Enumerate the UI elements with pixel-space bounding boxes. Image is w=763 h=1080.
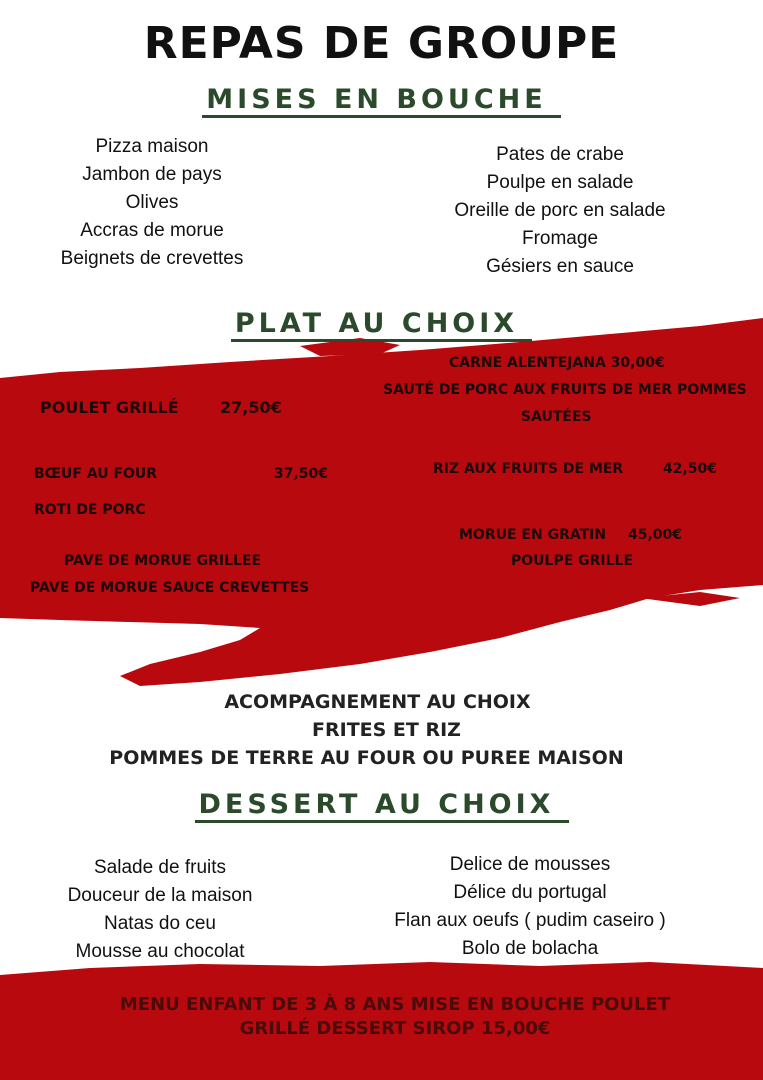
mises-en-bouche-heading — [0, 84, 763, 115]
plat-poulpe: POULPE GRILLE — [511, 553, 634, 569]
plat-morue-price: 45,00€ — [628, 527, 683, 543]
list-item: Gésiers en sauce — [486, 256, 634, 277]
plat-heading-text: PLAT AU CHOIX — [231, 308, 532, 342]
list-item: Olives — [125, 192, 179, 213]
list-item: Pizza maison — [95, 136, 209, 157]
accompagnement-line: ACOMPAGNEMENT AU CHOIX — [224, 691, 531, 713]
list-item: Salade de fruits — [93, 857, 227, 878]
list-item: Delice de mousses — [449, 854, 611, 875]
list-item: Douceur de la maison — [67, 885, 253, 906]
dessert-heading — [0, 789, 763, 820]
plat-roti: ROTI DE PORC — [34, 502, 146, 518]
dessert-heading-text: DESSERT AU CHOIX — [195, 789, 569, 823]
accompagnement-line: FRITES ET RIZ — [312, 719, 461, 741]
list-item: Fromage — [521, 228, 599, 249]
page-title: REPAS DE GROUPE — [143, 18, 620, 69]
accompagnement-block — [0, 688, 763, 772]
plat-pave-sauce: PAVE DE MORUE SAUCE CREVETTES — [30, 580, 310, 596]
list-item: Mousse au chocolat — [75, 941, 245, 962]
mises-en-bouche-right-list — [410, 141, 710, 281]
list-item: Jambon de pays — [82, 164, 222, 185]
plat-riz-price: 42,50€ — [663, 461, 718, 477]
list-item: Bolo de bolacha — [461, 938, 599, 959]
plat-riz: RIZ AUX FRUITS DE MER — [433, 461, 624, 477]
plat-pave-grillee: PAVE DE MORUE GRILLEE — [64, 553, 262, 569]
list-item: Oreille de porc en salade — [454, 200, 666, 221]
plat-poulet-price: 27,50€ — [220, 398, 282, 417]
plat-saute: SAUTÉ DE PORC AUX FRUITS DE MER POMMES — [383, 382, 747, 398]
mises-en-bouche-left-list — [22, 133, 282, 273]
plat-poulet: POULET GRILLÉ — [40, 398, 179, 417]
plat-heading — [0, 308, 763, 339]
list-item: Beignets de crevettes — [60, 248, 244, 269]
list-item: Délice du portugal — [453, 882, 607, 903]
plat-carne: CARNE ALENTEJANA 30,00€ — [449, 355, 665, 371]
plat-boeuf-price: 37,50€ — [274, 466, 329, 482]
dessert-right-list — [360, 851, 700, 963]
menu-enfant-line: GRILLÉ DESSERT SIROP 15,00€ — [239, 1018, 551, 1039]
list-item: Poulpe en salade — [486, 172, 634, 193]
plat-boeuf: BŒUF AU FOUR — [34, 466, 158, 482]
mises-en-bouche-heading-text: MISES EN BOUCHE — [202, 84, 560, 118]
plat-morue: MORUE EN GRATIN — [459, 527, 607, 543]
accompagnement-line: POMMES DE TERRE AU FOUR OU PUREE MAISON — [109, 747, 624, 769]
menu-enfant-line: MENU ENFANT DE 3 À 8 ANS MISE EN BOUCHE POULET — [119, 994, 671, 1015]
menu-enfant — [70, 993, 720, 1041]
plat-saute-cont: SAUTÉES — [521, 409, 592, 425]
dessert-left-list — [30, 854, 290, 966]
list-item: Pates de crabe — [496, 144, 624, 165]
list-item: Flan aux oeufs ( pudim caseiro ) — [394, 910, 666, 931]
list-item: Accras de morue — [80, 220, 224, 241]
list-item: Natas do ceu — [104, 913, 216, 934]
